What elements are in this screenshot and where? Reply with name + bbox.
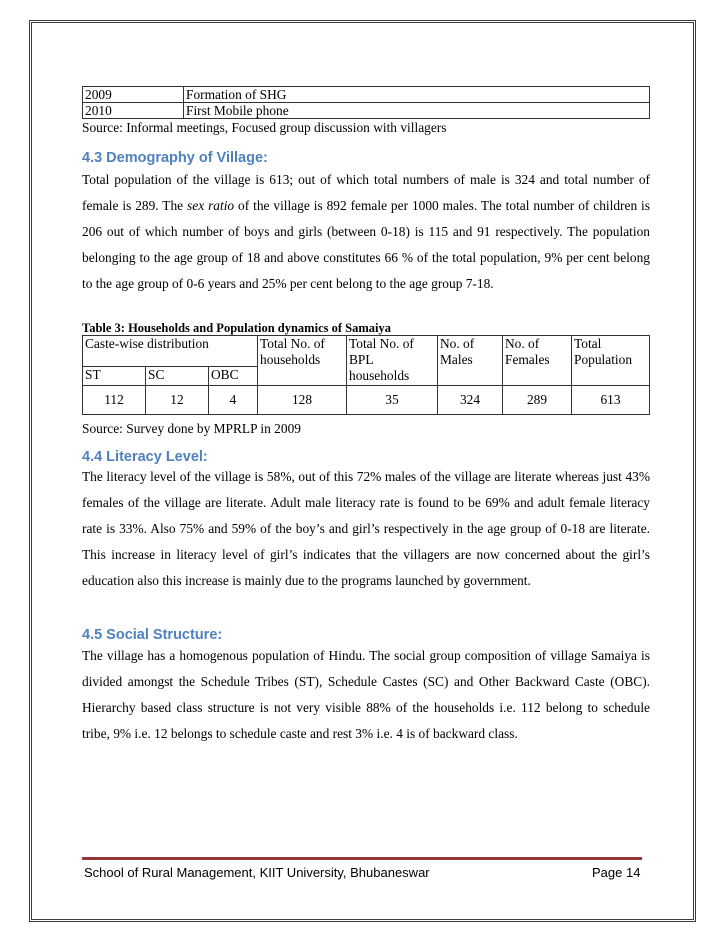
social-structure-paragraph: The village has a homogenous population of Hindu. The social group composition of village Samaiya is divided amongst the Schedule Tribes (ST), Schedule Castes (SC) and Other Backward Caste (OBC). Hierarchy based class structure is not very visible 88% of the households i.e. 112 belong to schedule tribe, 9% i.e. 12 belongs to schedule caste and rest 3% i.e. 4 is of backward class.: [82, 648, 650, 741]
header-sc: SC: [146, 367, 209, 386]
timeline-table: [82, 86, 650, 119]
header-households: Total No. of households: [258, 336, 347, 386]
value-females: 289: [503, 386, 572, 415]
footer-institution: School of Rural Management, KIIT University, Bhubaneswar: [84, 865, 430, 880]
table-header-row: [83, 336, 650, 367]
header-st: ST: [83, 367, 146, 386]
table-row: [83, 103, 650, 119]
demography-text: Total population of the village is 613; out of which total numbers of male is 324 and total number of female is 289. The: [82, 172, 650, 213]
footer-rule: [82, 857, 642, 860]
section-heading-literacy: 4.4 Literacy Level:: [82, 449, 208, 465]
value-st: 112: [83, 386, 146, 415]
literacy-paragraph: The literacy level of the village is 58%, out of this 72% males of the village are literate whereas just 43% females of the village are literate. Adult male literacy rate is found to be 69% and adult female literacy rate is 33%. Also 75% and 59% of the boy’s and girl’s respectively in the age group of 0-18 are literate. This increase in literacy level of girl’s indicates that the villagers are now concerned about the girl’s education also this increase is mainly due to the programs launched by government.: [82, 469, 650, 588]
value-bpl: 35: [347, 386, 438, 415]
section-heading-demography: 4.3 Demography of Village:: [82, 150, 268, 166]
table3-source: Source: Survey done by MPRLP in 2009: [82, 421, 301, 436]
header-females: No. of Females: [503, 336, 572, 386]
page-number: Page 14: [592, 865, 641, 880]
timeline-year: 2010: [83, 103, 184, 119]
timeline-event: Formation of SHG: [184, 87, 650, 103]
table3-caption: Table 3: Households and Population dynamics of Samaiya: [82, 321, 391, 335]
header-bpl: Total No. of BPL households: [347, 336, 438, 386]
header-population: Total Population: [572, 336, 650, 386]
value-population: 613: [572, 386, 650, 415]
value-obc: 4: [209, 386, 258, 415]
timeline-year: 2009: [83, 87, 184, 103]
table-row: [83, 87, 650, 103]
timeline-source: Source: Informal meetings, Focused group discussion with villagers: [82, 120, 447, 135]
header-caste-wise: Caste-wise distribution: [83, 336, 258, 367]
households-table: [82, 335, 650, 415]
demography-text-rest: of the village is 892 female per 1000 males. The total number of children is 206 out of which number of boys and girls (between 0-18) is 115 and 91 respectively. The population belonging to the age group of 18 and above constitutes 66 % of the total population, 9% per cent belong to the age group of 0-6 years and 25% per cent belong to the age group 7-18.: [82, 198, 650, 291]
value-households: 128: [258, 386, 347, 415]
table-row: [83, 386, 650, 415]
value-males: 324: [438, 386, 503, 415]
timeline-event: First Mobile phone: [184, 103, 650, 119]
section-heading-social-structure: 4.5 Social Structure:: [82, 627, 223, 643]
header-obc: OBC: [209, 367, 258, 386]
value-sc: 12: [146, 386, 209, 415]
demography-paragraph: [82, 167, 650, 297]
sex-ratio-term: sex ratio: [187, 198, 235, 213]
header-males: No. of Males: [438, 336, 503, 386]
